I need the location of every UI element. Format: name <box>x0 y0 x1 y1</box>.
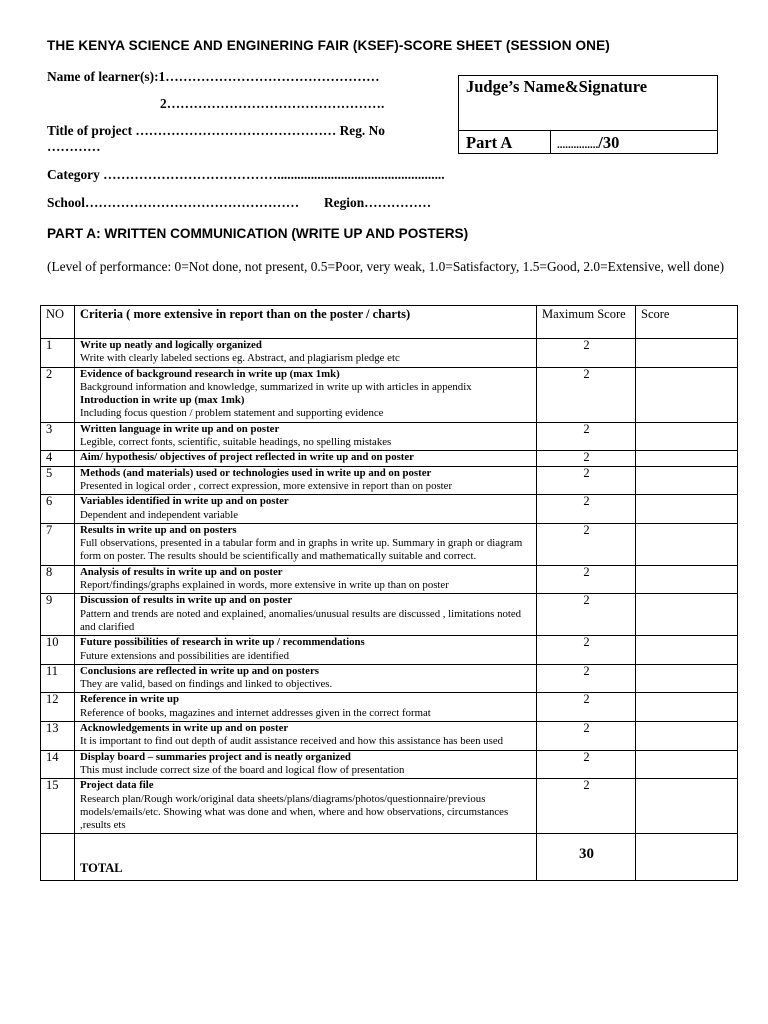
row-number: 7 <box>41 523 75 565</box>
criteria-title: Reference in write up <box>80 693 180 706</box>
max-score: 2 <box>537 636 636 665</box>
max-score: 2 <box>537 565 636 594</box>
score-input-cell[interactable] <box>636 722 738 751</box>
criteria-description: Research plan/Rough work/original data sheets/plans/diagrams/photos/questionnaire/previous models/emails/etc. Showing what was done and when, where and how observations, circumstances ,results ets <box>80 792 509 832</box>
score-input-cell[interactable] <box>636 495 738 524</box>
max-score: 2 <box>537 594 636 636</box>
criteria-description: Background information and knowledge, summarized in write up with articles in appendix <box>80 380 472 393</box>
criteria-title: Discussion of results in write up and on poster <box>80 594 293 607</box>
table-header-row <box>41 306 738 339</box>
criteria-cell <box>75 466 537 495</box>
criteria-title: Methods (and materials) used or technologies used in write up and on poster <box>80 466 432 479</box>
judge-name-signature-label: Judge’s Name&Signature <box>466 77 648 96</box>
table-row <box>41 565 738 594</box>
criteria-description: They are valid, based on findings and linked to objectives. <box>80 678 333 691</box>
project-title-field[interactable]: Title of project ……………………………………… Reg. No <box>47 123 385 138</box>
row-number: 11 <box>41 664 75 693</box>
criteria-title: Future possibilities of research in write up / recommendations <box>80 636 365 649</box>
score-input-cell[interactable] <box>636 636 738 665</box>
criteria-cell <box>75 422 537 451</box>
max-score: 2 <box>537 722 636 751</box>
criteria-title: Aim/ hypothesis/ objectives of project reflected in write up and on poster <box>80 451 414 464</box>
part-a-label: Part A <box>466 133 513 152</box>
row-number: 4 <box>41 451 75 466</box>
max-score: 2 <box>537 664 636 693</box>
row-number: 3 <box>41 422 75 451</box>
table-row <box>41 636 738 665</box>
criteria-cell <box>75 693 537 722</box>
part-a-score-row <box>459 130 717 153</box>
criteria-title: Written language in write up and on poster <box>80 422 280 435</box>
header-score: Score <box>636 306 738 339</box>
criteria-description: Pattern and trends are noted and explained, anomalies/unusual results are discussed , limitations noted and clarified <box>80 607 522 633</box>
score-input-cell[interactable] <box>636 339 738 368</box>
table-row <box>41 451 738 466</box>
region-field[interactable]: Region…………… <box>324 195 432 210</box>
criteria-description: It is important to find out depth of audit assistance received and how this assistance has been used <box>80 735 504 748</box>
criteria-title: Introduction in write up (max 1mk) <box>80 394 245 407</box>
criteria-title: Acknowledgements in write up and on poster <box>80 722 289 735</box>
max-score: 2 <box>537 495 636 524</box>
criteria-cell <box>75 523 537 565</box>
category-field[interactable]: Category ………………………………….................................................. <box>47 167 445 182</box>
criteria-description: Future extensions and possibilities are identified <box>80 649 289 662</box>
learner-name-2-field[interactable]: 2…………………………………………. <box>160 96 385 111</box>
row-number: 13 <box>41 722 75 751</box>
header-no: NO <box>41 306 75 339</box>
criteria-description: This must include correct size of the board and logical flow of presentation <box>80 763 405 776</box>
performance-levels: (Level of performance: 0=Not done, not present, 0.5=Poor, very weak, 1.0=Satisfactory, 1.5=Good, 2.0=Extensive, well done) <box>47 259 725 274</box>
total-label-cell <box>75 834 537 881</box>
total-score-cell[interactable] <box>636 834 738 881</box>
criteria-title: Conclusions are reflected in write up and on posters <box>80 664 319 677</box>
table-row <box>41 722 738 751</box>
row-number: 12 <box>41 693 75 722</box>
score-input-cell[interactable] <box>636 693 738 722</box>
criteria-cell <box>75 339 537 368</box>
row-number: 10 <box>41 636 75 665</box>
max-score: 2 <box>537 339 636 368</box>
criteria-title: Display board – summaries project and is neatly organized <box>80 750 351 763</box>
score-input-cell[interactable] <box>636 451 738 466</box>
table-row <box>41 664 738 693</box>
table-row <box>41 495 738 524</box>
table-row <box>41 422 738 451</box>
max-score: 2 <box>537 422 636 451</box>
criteria-cell <box>75 636 537 665</box>
criteria-cell <box>75 779 537 834</box>
score-input-cell[interactable] <box>636 664 738 693</box>
score-input-cell[interactable] <box>636 594 738 636</box>
criteria-title: Results in write up and on posters <box>80 523 237 536</box>
row-number: 1 <box>41 339 75 368</box>
criteria-cell <box>75 367 537 422</box>
criteria-description: Report/findings/graphs explained in words, more extensive in write up than on poster <box>80 579 449 592</box>
total-label: TOTAL <box>80 861 123 876</box>
judge-box <box>458 75 718 154</box>
criteria-description: Including focus question / problem statement and supporting evidence <box>80 407 384 420</box>
criteria-cell <box>75 664 537 693</box>
criteria-title: Evidence of background research in write up (max 1mk) <box>80 367 340 380</box>
max-score: 2 <box>537 693 636 722</box>
learner-name-1-field[interactable]: Name of learner(s):1………………………………………… <box>47 69 380 84</box>
criteria-description: Dependent and independent variable <box>80 508 238 521</box>
criteria-cell <box>75 565 537 594</box>
score-dots: ............... <box>557 139 599 151</box>
row-number: 9 <box>41 594 75 636</box>
score-input-cell[interactable] <box>636 779 738 834</box>
criteria-description: Presented in logical order , correct expression, more extensive in report than on poster <box>80 479 453 492</box>
criteria-cell <box>75 750 537 779</box>
score-input-cell[interactable] <box>636 367 738 422</box>
row-number: 14 <box>41 750 75 779</box>
score-input-cell[interactable] <box>636 565 738 594</box>
criteria-title: Write up neatly and logically organized <box>80 339 262 351</box>
total-max-score: 30 <box>579 846 594 863</box>
criteria-cell <box>75 451 537 466</box>
part-a-score-field[interactable] <box>557 133 619 153</box>
max-score: 2 <box>537 750 636 779</box>
max-score: 2 <box>537 367 636 422</box>
table-row <box>41 466 738 495</box>
criteria-cell <box>75 722 537 751</box>
max-score: 2 <box>537 451 636 466</box>
total-max-cell <box>537 834 636 881</box>
header-max-score: Maximum Score <box>537 306 636 339</box>
row-number: 2 <box>41 367 75 422</box>
table-row <box>41 523 738 565</box>
total-row <box>41 834 738 881</box>
judge-box-divider <box>550 131 551 153</box>
table-row <box>41 693 738 722</box>
total-no-cell <box>41 834 75 881</box>
criteria-title: Variables identified in write up and on poster <box>80 495 289 508</box>
row-number: 8 <box>41 565 75 594</box>
criteria-cell <box>75 495 537 524</box>
criteria-title: Analysis of results in write up and on poster <box>80 565 283 578</box>
header-criteria: Criteria ( more extensive in report than on the poster / charts) <box>75 306 537 339</box>
score-input-cell[interactable] <box>636 422 738 451</box>
criteria-table <box>40 305 738 881</box>
score-input-cell[interactable] <box>636 466 738 495</box>
table-row <box>41 750 738 779</box>
score-max: /30 <box>598 133 620 152</box>
max-score: 2 <box>537 779 636 834</box>
table-row <box>41 339 738 368</box>
row-number: 15 <box>41 779 75 834</box>
row-number: 6 <box>41 495 75 524</box>
criteria-description: Write with clearly labeled sections eg. Abstract, and plagiarism pledge etc <box>80 352 400 365</box>
table-row <box>41 779 738 834</box>
max-score: 2 <box>537 523 636 565</box>
criteria-description: Legible, correct fonts, scientific, suitable headings, no spelling mistakes <box>80 436 392 449</box>
row-number: 5 <box>41 466 75 495</box>
max-score: 2 <box>537 466 636 495</box>
criteria-cell <box>75 594 537 636</box>
document-title: THE KENYA SCIENCE AND ENGINERING FAIR (KSEF)-SCORE SHEET (SESSION ONE) <box>47 38 610 53</box>
score-input-cell[interactable] <box>636 523 738 565</box>
score-input-cell[interactable] <box>636 750 738 779</box>
table-row <box>41 594 738 636</box>
section-title: PART A: WRITTEN COMMUNICATION (WRITE UP AND POSTERS) <box>47 226 469 241</box>
project-title-continuation: ………… <box>47 139 101 154</box>
school-field[interactable]: School………………………………………… <box>47 195 300 210</box>
criteria-title: Project data file <box>80 779 154 792</box>
table-row <box>41 367 738 422</box>
criteria-description: Full observations, presented in a tabular form and in graphs in write up. Summary in graph or diagram form on poster. The results should be scientifically and mathematically suitable and correct. <box>80 537 523 563</box>
criteria-description: Reference of books, magazines and internet addresses given in the correct format <box>80 706 431 719</box>
